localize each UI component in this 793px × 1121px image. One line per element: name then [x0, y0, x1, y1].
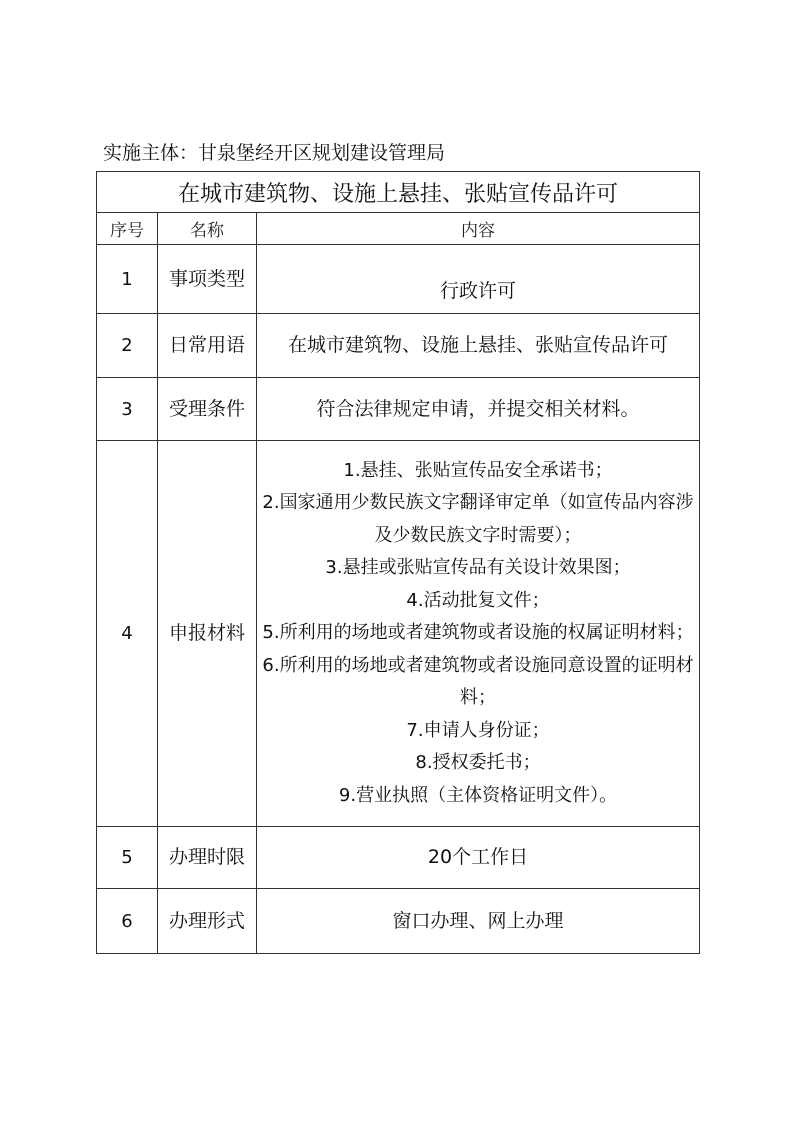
row-value: 行政许可 — [257, 245, 700, 314]
row-value: 窗口办理、网上办理 — [257, 889, 700, 954]
table-row — [97, 314, 700, 378]
material-item: 5.所利用的场地或者建筑物或者设施的权属证明材料； — [262, 622, 694, 644]
row-name: 日常用语 — [158, 314, 257, 378]
table-row — [97, 378, 700, 441]
row-index: 2 — [97, 314, 158, 378]
row-name: 申报材料 — [158, 441, 257, 827]
row-name: 事项类型 — [158, 245, 257, 314]
row-index: 6 — [97, 889, 158, 954]
row-name: 办理时限 — [158, 827, 257, 889]
row-index: 5 — [97, 827, 158, 889]
row-name: 受理条件 — [158, 378, 257, 441]
header-index: 序号 — [97, 213, 158, 245]
implementing-agency-line: 实施主体：甘泉堡经开区规划建设管理局 — [103, 142, 446, 164]
table-row — [97, 889, 700, 954]
row-name: 办理形式 — [158, 889, 257, 954]
row-value: 符合法律规定申请，并提交相关材料。 — [257, 378, 700, 441]
material-item: 2.国家通用少数民族文字翻译审定单（如宣传品内容涉及少数民族文字时需要）； — [262, 492, 694, 546]
material-item: 7.申请人身份证； — [406, 719, 550, 741]
row-value: 20个工作日 — [257, 827, 700, 889]
row-value: 在城市建筑物、设施上悬挂、张贴宣传品许可 — [257, 314, 700, 378]
table-row — [97, 245, 700, 314]
material-item: 1.悬挂、张贴宣传品安全承诺书； — [343, 459, 613, 481]
header-content: 内容 — [257, 213, 700, 245]
table-title: 在城市建筑物、设施上悬挂、张贴宣传品许可 — [97, 172, 700, 213]
table-header-row — [97, 213, 700, 245]
table-row — [97, 441, 700, 827]
material-item: 8.授权委托书； — [415, 752, 541, 774]
material-item: 3.悬挂或张贴宣传品有关设计效果图； — [325, 557, 631, 579]
material-item: 4.活动批复文件； — [406, 589, 550, 611]
row-index: 3 — [97, 378, 158, 441]
row-index: 1 — [97, 245, 158, 314]
material-item: 9.营业执照（主体资格证明文件）。 — [338, 784, 618, 806]
permit-info-table — [96, 171, 700, 954]
table-row — [97, 827, 700, 889]
material-item: 6.所利用的场地或者建筑物或者设施同意设置的证明材料； — [262, 654, 694, 709]
header-name: 名称 — [158, 213, 257, 245]
materials-list — [257, 441, 700, 827]
row-index: 4 — [97, 441, 158, 827]
